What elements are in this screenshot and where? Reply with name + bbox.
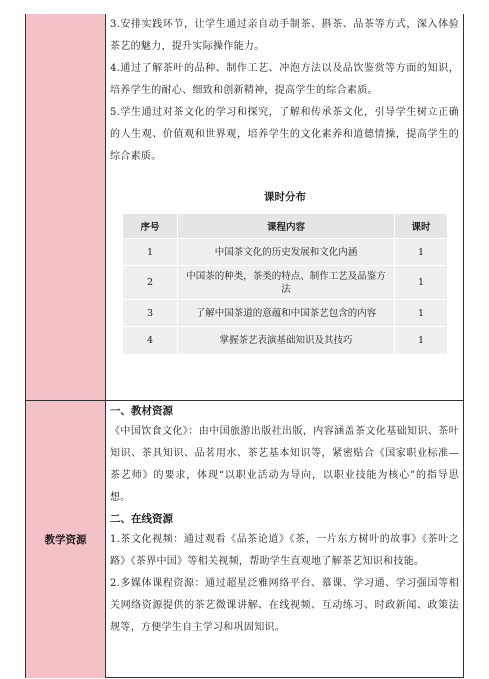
schedule-title: 课时分布 [264, 191, 306, 203]
header-hours: 课时 [395, 214, 448, 239]
row-content: 了解中国茶道的意蕴和中国茶艺包含的内容 [178, 300, 395, 327]
row-index: 2 [123, 266, 178, 300]
table-row [123, 300, 447, 327]
row-index: 3 [123, 300, 178, 327]
label-cell-resources [26, 401, 105, 678]
objective-item-4: 4.通过了解茶叶的品种、制作工艺、冲泡方法以及品饮鉴赏等方面的知识，培养学生的耐心、细致和创新精神，提高学生的综合素质。 [110, 63, 459, 96]
online-item-multimedia: 2.多媒体课程资源：通过超星泛雅网络平台、慕课、学习通、学习强国等相关网络资源提供的茶艺微课讲解、在线视频、互动练习、时政新闻、政策法规等，方便学生自主学习和巩固知识。 [110, 578, 459, 633]
row-content: 中国茶文化的历史发展和文化内涵 [178, 239, 395, 266]
row-content: 掌握茶艺表演基础知识及其技巧 [178, 327, 395, 354]
table-row [123, 239, 447, 266]
header-content: 课程内容 [178, 214, 395, 239]
table-row [123, 266, 447, 300]
row-index: 1 [123, 239, 178, 266]
label-column [26, 14, 106, 677]
objective-item-3: 3.安排实践环节，让学生通过亲自动手制茶、斟茶、品茶等方式，深入体验茶艺的魅力，提升实际操作能力。 [110, 19, 459, 52]
resources-cell [107, 401, 463, 639]
row-index: 4 [123, 327, 178, 354]
row-hours: 1 [395, 300, 448, 327]
section-title-online: 二、在线资源 [110, 513, 173, 525]
row-hours: 1 [395, 266, 448, 300]
online-item-videos: 1.茶文化视频：通过观看《品茶论道》《茶，一片东方树叶的故事》《茶叶之路》《茶界中国》等相关视频，帮助学生直观地了解茶艺知识和技能。 [110, 534, 459, 567]
textbook-description: 《中国饮食文化》：由中国旅游出版社出版，内容涵盖茶文化基础知识、茶叶知识、茶具知识、品茗用水、茶艺基本知识等，紧密贴合《国家职业标准—茶艺师》的要求，体现“以职业活动为导向，以职业技能为核心”的指导思想。 [110, 426, 459, 503]
objective-item-5: 5.学生通过对茶文化的学习和探究，了解和传承茶文化，引导学生树立正确的人生观、价值观和世界观，培养学生的文化素养和道德情操，提高学生的综合素质。 [110, 107, 459, 162]
schedule-header-row [123, 214, 447, 239]
resources-label: 教学资源 [44, 534, 87, 546]
section-title-textbook: 一、教材资源 [110, 405, 173, 417]
row-hours: 1 [395, 239, 448, 266]
table-row [123, 327, 447, 354]
row-content: 中国茶的种类，茶类的特点、制作工艺及品鉴方法 [178, 266, 395, 300]
label-cell-objectives [26, 14, 105, 400]
objectives-cell [107, 14, 463, 354]
schedule-table [123, 214, 447, 354]
lesson-plan-table [25, 14, 464, 678]
header-index: 序号 [123, 214, 178, 239]
row-hours: 1 [395, 327, 448, 354]
